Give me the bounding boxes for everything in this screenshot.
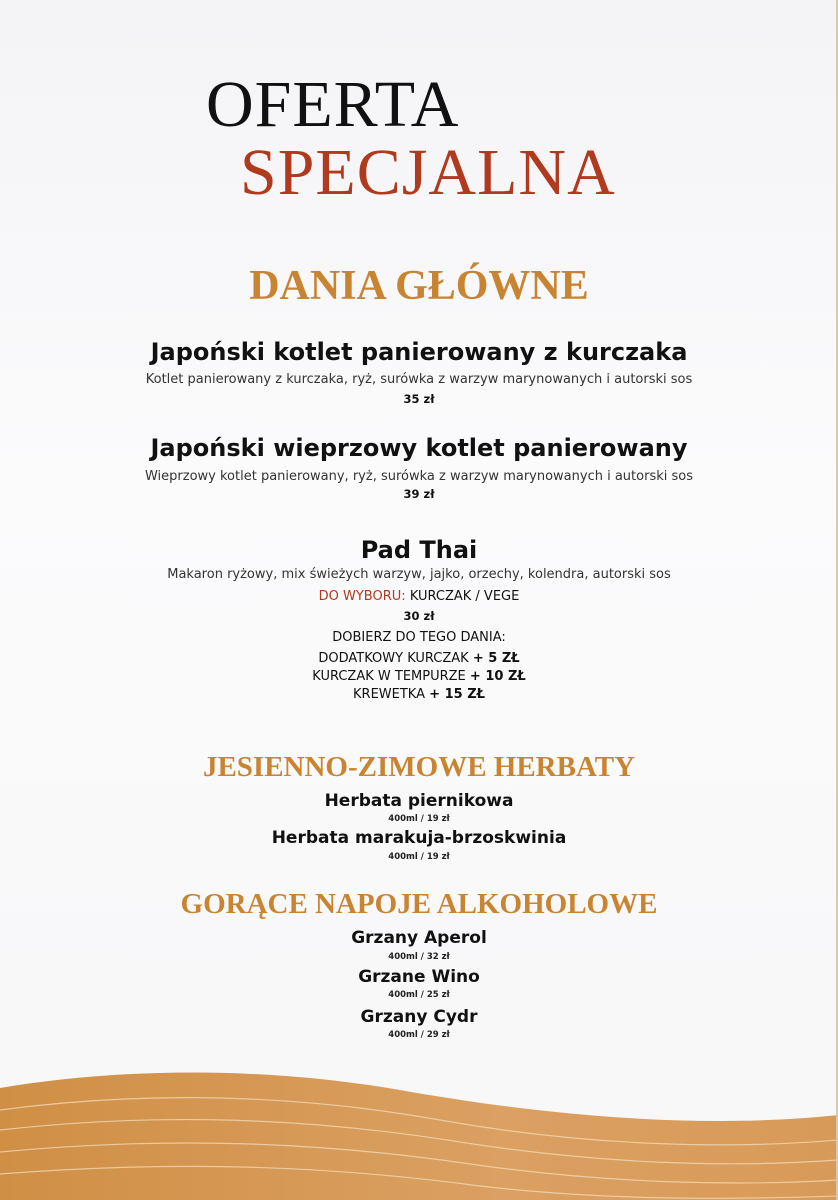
addon-name: DODATKOWY KURCZAK bbox=[318, 651, 469, 666]
addon-name: KREWETKA bbox=[353, 687, 426, 702]
decorative-wave-footer bbox=[0, 1060, 836, 1200]
choice-label: DO WYBORU: bbox=[318, 589, 406, 604]
addon-price: + 10 ZŁ bbox=[469, 669, 526, 684]
title-line-2: SPECJALNA bbox=[240, 136, 616, 209]
addon-price: + 15 ZŁ bbox=[429, 687, 485, 702]
dish-price: 35 zł bbox=[403, 392, 435, 406]
section-heading-mains: DANIA GŁÓWNE bbox=[249, 263, 589, 309]
dish-description: Wieprzowy kotlet panierowany, ryż, surówka z warzyw marynowanych i autorski sos bbox=[144, 469, 693, 484]
section-heading-hot-drinks: GORĄCE NAPOJE ALKOHOLOWE bbox=[180, 888, 658, 920]
dish-description: Makaron ryżowy, mix świeżych warzyw, jajko, orzechy, kolendra, autorski sos bbox=[167, 567, 671, 582]
choice-value: KURCZAK / VEGE bbox=[409, 589, 520, 604]
drink-volume-price: 400ml / 29 zł bbox=[388, 1030, 450, 1040]
drink-volume-price: 400ml / 25 zł bbox=[388, 990, 450, 1000]
drink-name: Grzany Cydr bbox=[360, 1007, 478, 1027]
section-heading-teas: JESIENNO-ZIMOWE HERBATY bbox=[202, 751, 636, 783]
dish-name: Japoński kotlet panierowany z kurczaka bbox=[150, 338, 688, 366]
addon-item bbox=[0, 670, 836, 683]
drink-volume-price: 400ml / 32 zł bbox=[388, 952, 450, 962]
drink-name: Grzane Wino bbox=[358, 967, 480, 987]
addons-heading: DOBIERZ DO TEGO DANIA: bbox=[332, 630, 506, 645]
drink-volume-price: 400ml / 19 zł bbox=[388, 852, 450, 862]
drink-volume-price: 400ml / 19 zł bbox=[388, 814, 450, 824]
drink-name: Grzany Aperol bbox=[351, 928, 487, 948]
dish-name: Japoński wieprzowy kotlet panierowany bbox=[150, 434, 688, 462]
dish-name: Pad Thai bbox=[360, 536, 478, 564]
dish-price: 30 zł bbox=[403, 609, 435, 623]
title-line-1: OFERTA bbox=[206, 68, 460, 141]
addon-price: + 5 ZŁ bbox=[472, 651, 520, 666]
dish-choice bbox=[0, 590, 836, 603]
addon-item bbox=[0, 688, 836, 701]
addon-item bbox=[0, 652, 836, 665]
drink-name: Herbata piernikowa bbox=[324, 791, 514, 811]
dish-description: Kotlet panierowany z kurczaka, ryż, surówka z warzyw marynowanych i autorski sos bbox=[145, 372, 693, 387]
addon-name: KURCZAK W TEMPURZE bbox=[312, 669, 466, 684]
drink-name: Herbata marakuja-brzoskwinia bbox=[271, 828, 567, 848]
dish-price: 39 zł bbox=[403, 487, 435, 501]
